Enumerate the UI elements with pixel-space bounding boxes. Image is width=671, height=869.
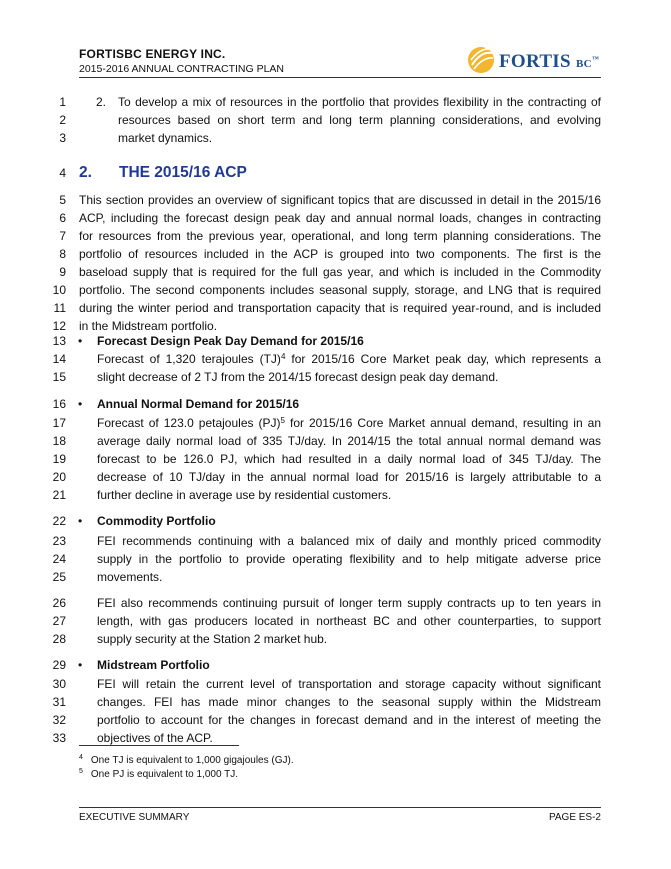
- topic-title: Commodity Portfolio: [97, 514, 216, 528]
- list-item-marker: 2.: [96, 95, 107, 109]
- bullet-icon: •: [78, 334, 83, 348]
- topic-text: for 2015/16 Core Market peak day, which represents a: [285, 352, 601, 366]
- topic-line: [97, 416, 601, 430]
- logo-word: FORTIS: [499, 51, 571, 72]
- line-number: 31: [52, 695, 66, 709]
- line-number: 23: [52, 534, 66, 548]
- intro-line: portfolio of resources included in the ACP is grouped into two components. The first is the: [79, 247, 601, 261]
- line-number: 3: [59, 131, 66, 145]
- topic-title: Annual Normal Demand for 2015/16: [97, 397, 300, 411]
- line-number: 19: [52, 452, 66, 466]
- footnote-text: One PJ is equivalent to 1,000 TJ.: [90, 769, 239, 780]
- footnote-mark: 5: [79, 768, 83, 775]
- footnote-ref: 4: [280, 352, 286, 361]
- topic-line: forecast to be 126.0 PJ, which had resulted in a daily normal load of 345 TJ/day. The: [97, 452, 601, 466]
- topic-line: FEI recommends continuing with a balanced mix of daily and monthly priced commodity: [97, 534, 601, 548]
- line-number: 28: [52, 632, 66, 646]
- line-number: 10: [52, 283, 66, 297]
- footnote: [79, 766, 238, 781]
- line-number: 4: [59, 166, 66, 180]
- line-number: 12: [52, 319, 66, 333]
- logo-suffix: BC: [575, 58, 592, 70]
- header-rule: [79, 77, 601, 78]
- topic-line: portfolio to account for the changes in forecast demand and in the interest of meeting the: [97, 713, 601, 727]
- list-item-line: To develop a mix of resources in the portfolio that provides flexibility in the contracting of: [118, 95, 601, 109]
- fortisbc-logo: [466, 44, 602, 76]
- intro-line: during the winter period and transportation capacity that is required year-round, and is included: [79, 301, 601, 315]
- footnote-ref: 5: [280, 416, 285, 425]
- bullet-icon: •: [78, 514, 83, 528]
- topic-line: movements.: [97, 570, 163, 584]
- line-number: 13: [52, 334, 66, 348]
- section-number: 2.: [79, 164, 92, 181]
- intro-line: for resources from the previous year, operational, and long term planning considerations. The: [79, 229, 601, 243]
- line-number: 18: [52, 434, 66, 448]
- company-name: FORTISBC ENERGY INC.: [79, 47, 226, 61]
- topic-title: Forecast Design Peak Day Demand for 2015/16: [97, 334, 364, 348]
- topic-line: supply in the portfolio to provide operating flexibility and to help mitigate adverse price: [97, 552, 601, 566]
- line-number: 21: [52, 488, 66, 502]
- line-number: 22: [52, 514, 66, 528]
- topic-line: FEI also recommends continuing pursuit of longer term supply contracts up to ten years in: [97, 596, 601, 610]
- logo-text: [499, 51, 599, 73]
- list-item-line: resources based on short term and long term planning considerations, and evolving: [118, 113, 601, 127]
- topic-title: Midstream Portfolio: [97, 658, 210, 672]
- line-number: 15: [52, 370, 66, 384]
- bullet-icon: •: [78, 397, 83, 411]
- line-number: 5: [59, 193, 66, 207]
- line-number: 33: [52, 731, 66, 745]
- line-number: 6: [59, 211, 66, 225]
- line-number: 7: [59, 229, 66, 243]
- section-heading: [79, 164, 247, 182]
- logo-trademark: ™: [591, 55, 600, 63]
- footer-section: EXECUTIVE SUMMARY: [79, 812, 190, 823]
- line-number: 8: [59, 247, 66, 261]
- page-number: PAGE ES-2: [548, 812, 601, 823]
- intro-line: in the Midstream portfolio.: [79, 319, 218, 333]
- line-number: 24: [52, 552, 66, 566]
- topic-line: supply security at the Station 2 market hub.: [97, 632, 328, 646]
- footnote: [79, 752, 294, 767]
- topic-line: FEI will retain the current level of transportation and storage capacity without significant: [97, 677, 601, 691]
- list-item-line: market dynamics.: [118, 131, 213, 145]
- footnote-text: One TJ is equivalent to 1,000 gigajoules (GJ).: [90, 755, 294, 766]
- bullet-icon: •: [78, 658, 83, 672]
- line-number: 11: [53, 301, 66, 315]
- line-number: 16: [52, 397, 66, 411]
- line-number: 1: [59, 95, 66, 109]
- line-number: 29: [52, 658, 66, 672]
- line-number: 30: [52, 677, 66, 691]
- footnote-rule: [79, 745, 239, 746]
- line-number: 32: [52, 713, 66, 727]
- footnote-mark: 4: [79, 754, 83, 761]
- line-number: 25: [52, 570, 66, 584]
- footer-rule: [79, 807, 601, 808]
- intro-line: This section provides an overview of significant topics that are discussed in detail in the 2015/16: [79, 193, 601, 207]
- line-number: 20: [52, 470, 66, 484]
- topic-line: length, with gas producers located in northeast BC and other counterparties, to support: [97, 614, 601, 628]
- line-number: 2: [59, 113, 66, 127]
- intro-line: baseload supply that is required for the full gas year, and which is included in the Commodity: [79, 265, 601, 279]
- topic-line: average daily normal load of 335 TJ/day. In 2014/15 the total annual normal demand was: [97, 434, 601, 448]
- topic-text: Forecast of 123.0 petajoules (PJ): [97, 416, 281, 430]
- topic-line: slight decrease of 2 TJ from the 2014/15 forecast design peak day demand.: [97, 370, 499, 384]
- document-subtitle: 2015-2016 ANNUAL CONTRACTING PLAN: [79, 63, 285, 75]
- topic-line: changes. FEI has made minor changes to the seasonal supply within the Midstream: [97, 695, 601, 709]
- section-title: THE 2015/16 ACP: [119, 164, 247, 181]
- line-number: 9: [59, 265, 66, 279]
- flame-icon: [466, 45, 496, 75]
- topic-line: further decline in average use by residential customers.: [97, 488, 392, 502]
- line-number: 27: [52, 614, 66, 628]
- topic-text: Forecast of 1,320 terajoules (TJ): [97, 352, 281, 366]
- topic-line: [97, 352, 601, 366]
- topic-line: objectives of the ACP.: [97, 731, 213, 745]
- line-number: 17: [52, 416, 66, 430]
- intro-line: ACP, including the forecast design peak day and annual normal loads, changes in contracting: [79, 211, 601, 225]
- topic-text: for 2015/16 Core Market annual demand, resulting in an: [284, 416, 601, 430]
- intro-line: portfolio. The second components includes seasonal supply, storage, and LNG that is required: [79, 283, 601, 297]
- topic-line: decrease of 10 TJ/day in the annual normal load for 2015/16 is largely attributable to a: [97, 470, 601, 484]
- line-number: 26: [52, 596, 66, 610]
- line-number: 14: [52, 352, 66, 366]
